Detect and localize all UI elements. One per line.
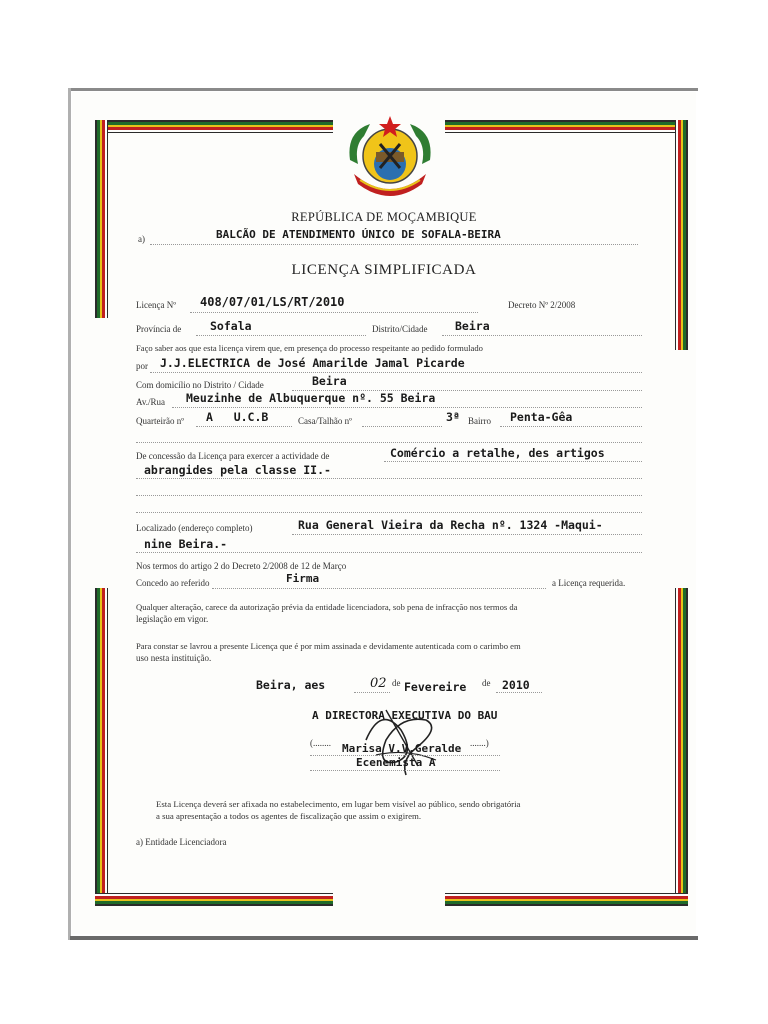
applicant-value: J.J.ELECTRICA de José Amarilde Jamal Picarde — [160, 356, 465, 370]
decree-label: Decreto Nº 2/2008 — [508, 300, 576, 310]
border-left-bottom — [95, 588, 108, 906]
bairro-label: Bairro — [468, 416, 491, 426]
activity-value-line-2: abrangides pela classe II.- — [144, 463, 331, 477]
role-underline — [310, 770, 500, 771]
location-underline-1 — [292, 534, 642, 535]
office-name: BALCÃO DE ATENDIMENTO ÚNICO DE SOFALA-BEIRA — [216, 228, 501, 241]
marker-a: a) — [138, 234, 145, 244]
location-value-line-1: Rua General Vieira da Recha nº. 1324 -Maqui- — [298, 518, 603, 532]
date-de-2: de — [482, 678, 491, 688]
national-emblem-icon — [340, 112, 440, 200]
scan-edge-bottom — [70, 936, 698, 940]
location-underline-2 — [136, 552, 642, 553]
domicile-label: Com domicílio no Distrito / Cidade — [136, 380, 264, 390]
granted-label: Concedo ao referido — [136, 578, 210, 588]
blank-line-3 — [136, 512, 642, 513]
activity-value-line-1: Comércio a retalhe, des artigos — [390, 446, 605, 460]
alteration-line-2: legislação em vigor. — [136, 614, 209, 624]
document-title: LICENÇA SIMPLIFICADA — [291, 262, 477, 278]
border-bottom-left — [95, 893, 333, 906]
year-value: 2010 — [502, 678, 530, 692]
domicile-value: Beira — [312, 374, 347, 388]
province-label: Província de — [136, 324, 182, 334]
notice-text: Faço saber aos que esta licença virem que, em presença do processo respeitante ao pedido formulado — [136, 343, 483, 353]
year-underline — [496, 692, 542, 693]
blank-line-1 — [136, 442, 642, 443]
province-value: Sofala — [210, 319, 252, 333]
scan-edge-top — [70, 88, 698, 91]
street-underline — [172, 407, 642, 408]
granted-underline — [212, 588, 546, 589]
border-top-left — [95, 120, 333, 133]
street-value: Meuzinhe de Albuquerque nº. 55 Beira — [186, 391, 436, 405]
record-paragraph — [136, 640, 656, 664]
block-value: A U.C.B — [206, 410, 269, 424]
footer-notice-line-1: Esta Licença deverá ser afixada no estabelecimento, em lugar bem visível ao público, sendo obrigatória — [156, 799, 521, 809]
district-label: Distrito/Cidade — [372, 324, 428, 334]
applicant-underline — [150, 372, 642, 373]
bairro-number-value: 3ª — [446, 410, 460, 424]
blank-line-2 — [136, 495, 642, 496]
location-label: Localizado (endereço completo) — [136, 523, 253, 533]
day-value: 02 — [370, 676, 387, 691]
terms-text: Nos termos do artigo 2 do Decreto 2/2008 de 12 de Março — [136, 561, 347, 571]
activity-underline-1 — [384, 461, 642, 462]
office-underline — [150, 244, 638, 245]
country-title: REPÚBLICA DE MOÇAMBIQUE — [291, 210, 477, 224]
border-right-top — [675, 120, 688, 350]
footer-notice — [156, 798, 656, 822]
border-bottom-right — [445, 893, 688, 906]
license-number-value: 408/07/01/LS/RT/2010 — [200, 295, 345, 309]
license-number-label: Licença Nº — [136, 300, 177, 310]
block-label: Quarteirão nº — [136, 416, 185, 426]
por-label: por — [136, 361, 148, 371]
footnote: a) Entidade Licenciadora — [136, 837, 227, 847]
house-label: Casa/Talhão nº — [298, 416, 352, 426]
district-value: Beira — [455, 319, 490, 333]
signer-name: Marisa V.V.Geralde — [342, 742, 462, 755]
block-underline — [196, 426, 292, 427]
signer-role: Ecenemista A — [356, 756, 436, 769]
signature-paren-close: .......) — [470, 738, 489, 748]
street-label: Av./Rua — [136, 397, 165, 407]
alteration-paragraph — [136, 601, 656, 625]
house-underline — [362, 426, 442, 427]
granted-suffix: a Licença requerida. — [552, 578, 626, 588]
license-number-underline — [190, 312, 478, 313]
record-line-1: Para constar se lavrou a presente Licença que é por mim assinada e devidamente autenticada com o carimbo em — [136, 641, 521, 651]
date-de-1: de — [392, 678, 401, 688]
bairro-underline — [500, 426, 642, 427]
border-top-right — [445, 120, 688, 133]
footer-notice-line-2: a sua apresentação a todos os agentes de fiscalização que assim o exigirem. — [156, 811, 422, 821]
alteration-line-1: Qualquer alteração, carece da autorização prévia da entidade licenciadora, sob pena de infracção nos termos da — [136, 602, 518, 612]
border-right-bottom — [675, 588, 688, 906]
place-value: Beira, aes — [256, 678, 326, 692]
activity-underline-2 — [136, 478, 642, 479]
month-value: Fevereire — [404, 680, 467, 694]
bairro-value: Penta-Gêa — [510, 410, 573, 424]
signature-paren-open: (........ — [310, 738, 331, 748]
day-underline — [354, 692, 390, 693]
location-value-line-2: nine Beira.- — [144, 537, 228, 551]
record-line-2: uso nesta instituição. — [136, 653, 212, 663]
province-underline — [196, 335, 366, 336]
director-title: A DIRECTORA EXECUTIVA DO BAU — [312, 709, 498, 722]
activity-label: De concessão da Licença para exercer a actividade de — [136, 451, 330, 461]
granted-value: Firma — [286, 572, 320, 585]
district-underline — [442, 335, 642, 336]
